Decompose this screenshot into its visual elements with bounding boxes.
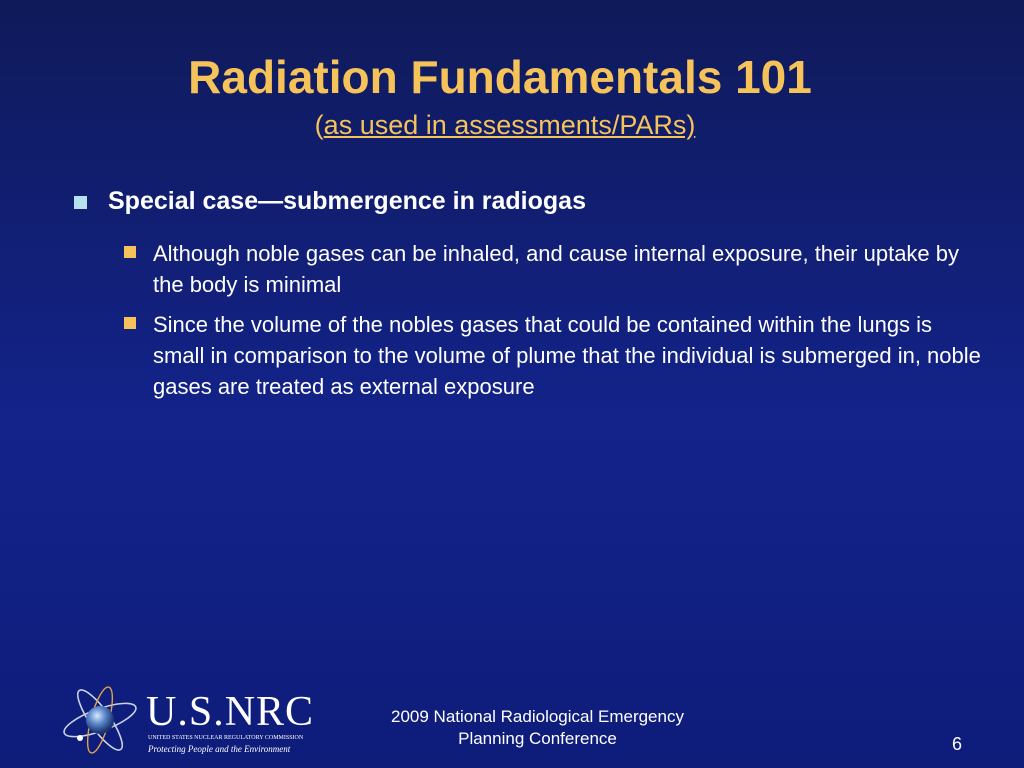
logo-wordmark: U.S.NRC xyxy=(146,689,315,735)
sub-bullet xyxy=(124,309,984,402)
atom-globe-icon xyxy=(60,680,150,760)
sub-bullet-text: Although noble gases can be inhaled, and cause internal exposure, their uptake by the body is minimal xyxy=(153,241,960,297)
nrc-logo xyxy=(60,680,320,760)
logo-tagline: Protecting People and the Environment xyxy=(148,744,291,754)
subtitle-paren: ( xyxy=(314,110,324,140)
sub-bullet-text: Since the volume of the nobles gases that could be contained within the lungs is small in comparison to the volume of plume that the individual is submerged in, noble gases are treated as external exposure xyxy=(153,312,981,399)
slide-subtitle xyxy=(0,110,1010,141)
square-bullet-icon xyxy=(74,196,87,209)
square-bullet-icon xyxy=(124,246,136,258)
footer-line1: 2009 National Radiological Emergency xyxy=(391,707,684,726)
logo-agency: UNITED STATES NUCLEAR REGULATORY COMMISSION xyxy=(148,735,304,741)
subtitle-text: as used in assessments/PARs) xyxy=(323,110,696,140)
page-number: 6 xyxy=(952,734,963,754)
footer xyxy=(330,706,745,750)
footer-line2: Planning Conference xyxy=(458,729,617,748)
square-bullet-icon xyxy=(124,317,136,329)
slide-title: Radiation Fundamentals 101 xyxy=(188,51,812,103)
sub-bullet xyxy=(124,238,984,300)
bullet-level1-text: Special case—submergence in radiogas xyxy=(108,187,586,215)
